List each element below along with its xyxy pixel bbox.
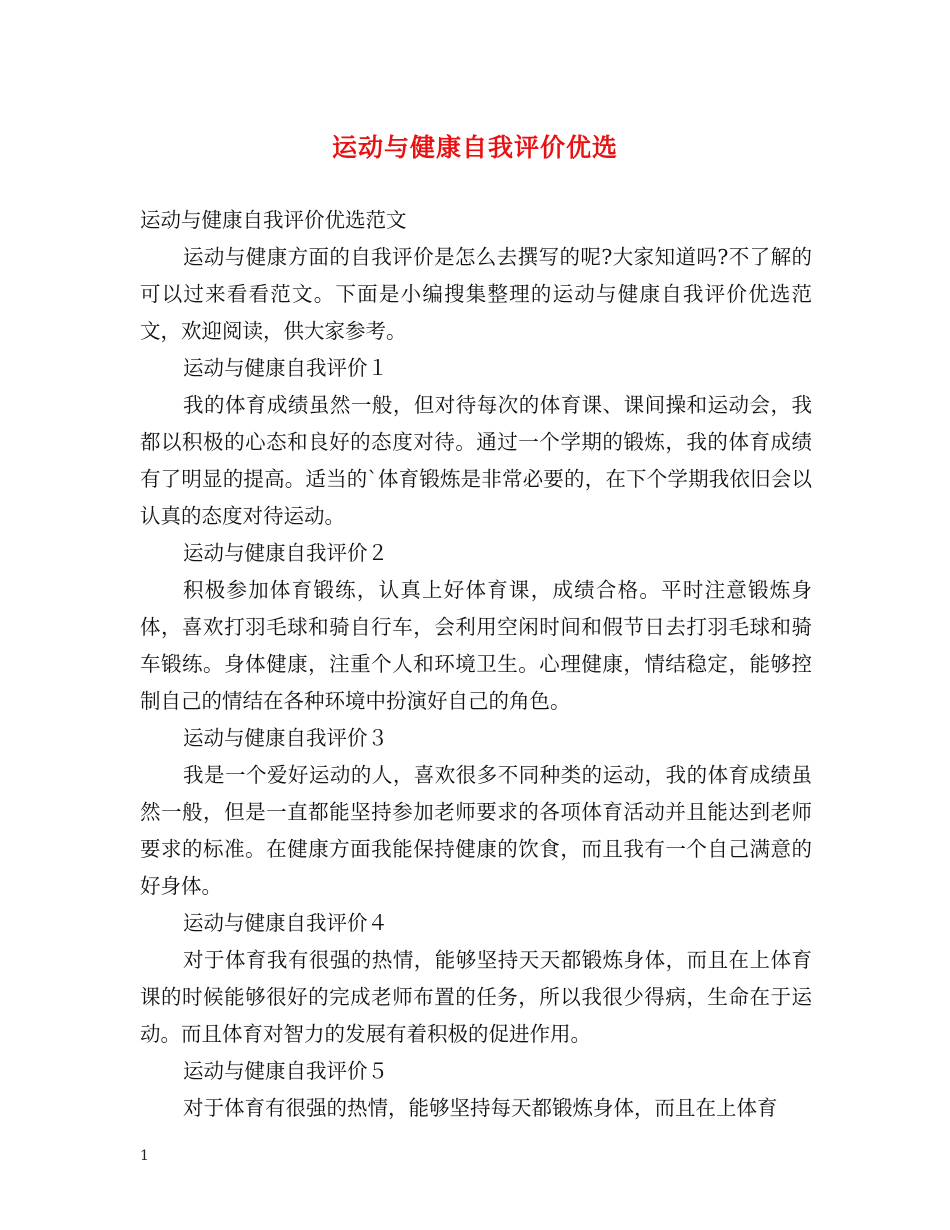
section-paragraph-1: 我的体育成绩虽然一般，但对待每次的体育课、课间操和运动会，我都以积极的心态和良好的态度对待。通过一个学期的锻炼，我的体育成绩有了明显的提高。适当的`体育锻炼是非常必要的，在下个学期我依旧会以认真的态度对待运动。 — [140, 393, 812, 528]
section-heading-4: 运动与健康自我评价４ — [183, 911, 388, 935]
document-title: 运动与健康自我评价优选 — [331, 133, 618, 162]
section-heading-2: 运动与健康自我评价２ — [183, 541, 388, 565]
subtitle-paragraph: 运动与健康自我评价优选范文 — [140, 208, 407, 232]
section-paragraph-4: 对于体育我有很强的热情，能够坚持天天都锻炼身体，而且在上体育课的时候能够很好的完成老师布置的任务，所以我很少得病，生命在于运动。而且体育对智力的发展有着积极的促进作用。 — [140, 948, 812, 1046]
intro-paragraph: 运动与健康方面的自我评价是怎么去撰写的呢?大家知道吗?不了解的可以过来看看范文。下面是小编搜集整理的运动与健康自我评价优选范文，欢迎阅读，供大家参考。 — [140, 245, 812, 343]
page-number: 1 — [140, 1148, 149, 1164]
section-heading-3: 运动与健康自我评价３ — [183, 726, 388, 750]
document-body — [140, 202, 812, 1127]
section-paragraph-5: 对于体育有很强的热情，能够坚持每天都锻炼身体，而且在上体育 — [183, 1096, 778, 1120]
section-paragraph-2: 积极参加体育锻练，认真上好体育课，成绩合格。平时注意锻炼身体，喜欢打羽毛球和骑自行车，会利用空闲时间和假节日去打羽毛球和骑车锻练。身体健康，注重个人和环境卫生。心理健康，情结稳定，能够控制自己的情结在各种环境中扮演好自己的角色。 — [140, 578, 812, 713]
section-paragraph-3: 我是一个爱好运动的人，喜欢很多不同种类的运动，我的体育成绩虽然一般，但是一直都能坚持参加老师要求的各项体育活动并且能达到老师要求的标准。在健康方面我能保持健康的饮食，而且我有一个自己满意的好身体。 — [140, 763, 812, 898]
section-heading-5: 运动与健康自我评价５ — [183, 1059, 388, 1083]
section-heading-1: 运动与健康自我评价１ — [183, 356, 388, 380]
